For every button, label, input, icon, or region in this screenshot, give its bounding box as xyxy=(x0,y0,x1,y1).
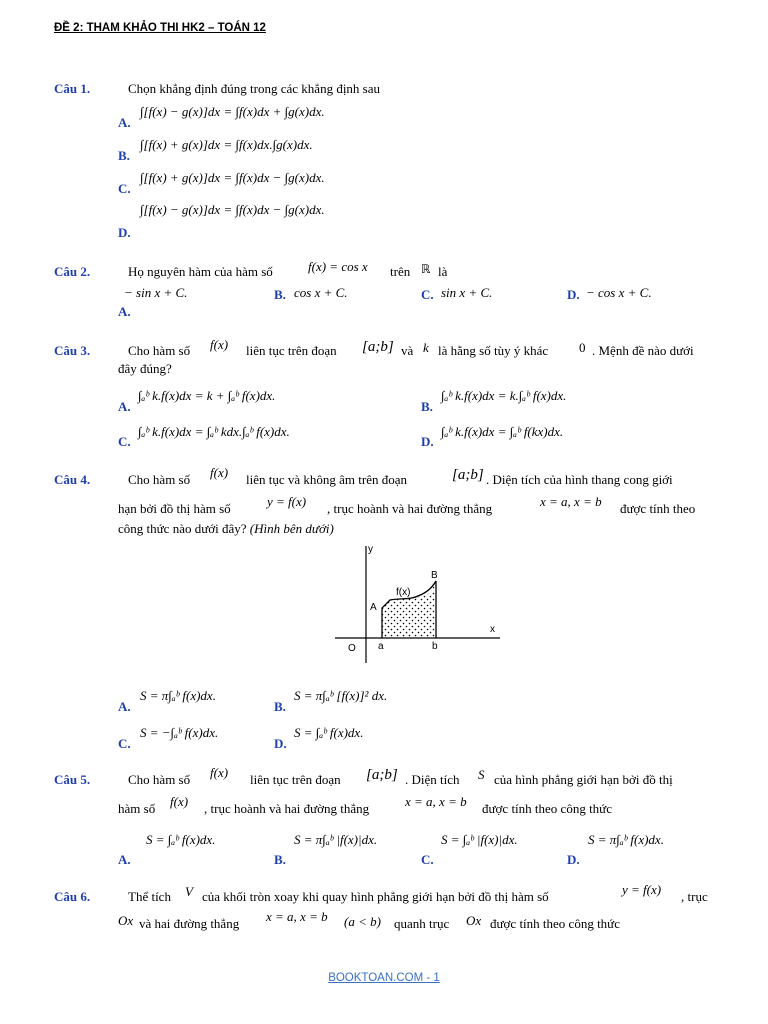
q2-option-a-label: A. xyxy=(118,304,131,319)
question-4-label: Câu 4. xyxy=(54,472,91,487)
q2-option-d-formula: − cos x + C. xyxy=(586,285,652,300)
q5-function-2: f(x) xyxy=(170,794,189,809)
q6-V: V xyxy=(185,884,193,899)
q2-real-set: ℝ xyxy=(421,262,431,276)
q3-text-5: . Mệnh đề nào dưới xyxy=(592,343,694,358)
q4-text-6: được tính theo xyxy=(620,501,696,516)
q4-text-7 xyxy=(118,521,334,537)
q5-text-4: của hình phẳng giới hạn bởi đồ thị xyxy=(494,772,673,787)
q4-option-c-label: C. xyxy=(118,736,131,751)
q2-option-b-formula: cos x + C. xyxy=(294,285,348,300)
q5-option-b-label: B. xyxy=(274,852,286,867)
q1-option-c-label: C. xyxy=(118,181,131,196)
q3-text-line2: đây đúng? xyxy=(118,361,172,376)
q3-text-2: liên tục trên đoạn xyxy=(246,343,337,358)
question-2-text: Họ nguyên hàm của hàm số xyxy=(128,264,273,279)
q2-option-a-formula: − sin x + C. xyxy=(124,285,188,300)
q5-option-c-formula: S = ∫ₐᵇ |f(x)|dx. xyxy=(441,832,518,847)
q3-option-d-label: D. xyxy=(421,434,434,449)
q3-option-c-formula: ∫ₐᵇ k.f(x)dx = ∫ₐᵇ kdx.∫ₐᵇ f(x)dx. xyxy=(138,424,290,439)
q6-y-function: y = f(x) xyxy=(622,882,662,897)
q1-option-d-formula: ∫[f(x) − g(x)]dx = ∫f(x)dx − ∫g(x)dx. xyxy=(140,202,325,217)
figure-x-label: x xyxy=(490,624,495,635)
q4-option-a-formula: S = π∫ₐᵇ f(x)dx. xyxy=(140,688,216,703)
q5-S: S xyxy=(478,767,485,782)
q3-k: k xyxy=(423,340,429,355)
q4-text-4: hạn bởi đồ thị hàm số xyxy=(118,501,231,516)
q1-option-b-formula: ∫[f(x) + g(x)]dx = ∫f(x)dx.∫g(x)dx. xyxy=(140,137,313,152)
area-figure xyxy=(330,538,510,668)
figure-y-label: y xyxy=(368,544,373,555)
q3-text-1: Cho hàm số xyxy=(128,343,191,358)
q4-option-b-formula: S = π∫ₐᵇ [f(x)]² dx. xyxy=(294,688,388,703)
q2-option-c-formula: sin x + C. xyxy=(441,285,493,300)
q6-text-2: của khối tròn xoay khi quay hình phẳng giới hạn bởi đồ thị hàm số xyxy=(202,889,549,904)
q1-option-d-label: D. xyxy=(118,225,131,240)
q6-Ox-2: Ox xyxy=(466,913,482,928)
figure-fx-label: f(x) xyxy=(396,587,411,598)
q4-text-3: . Diện tích của hình thang cong giới xyxy=(486,472,673,487)
figure-point-a-label: A xyxy=(370,602,377,613)
q3-function: f(x) xyxy=(210,337,229,352)
question-5-label: Câu 5. xyxy=(54,772,91,787)
figure-a-label: a xyxy=(378,641,384,652)
q2-option-d-label: D. xyxy=(567,287,580,302)
page-header: ĐỀ 2: THAM KHẢO THI HK2 – TOÁN 12 xyxy=(54,22,266,34)
q6-text-1: Thể tích xyxy=(128,889,171,904)
q5-text-6: , trục hoành và hai đường thẳng xyxy=(204,801,370,816)
q4-text-2: liên tục và không âm trên đoạn xyxy=(246,472,408,487)
question-2-label: Câu 2. xyxy=(54,264,91,279)
q3-text-3: và xyxy=(401,343,414,358)
q4-function: f(x) xyxy=(210,465,229,480)
q6-condition: (a < b) xyxy=(344,914,381,929)
q6-Ox: Ox xyxy=(118,913,134,928)
q4-option-c-formula: S = −∫ₐᵇ f(x)dx. xyxy=(140,725,219,740)
q6-text-5: quanh trục xyxy=(394,916,450,931)
q3-option-a-label: A. xyxy=(118,399,131,414)
q5-text-3: . Diện tích xyxy=(405,772,460,787)
q3-zero: 0 xyxy=(579,340,586,355)
question-1-text: Chọn khẳng định đúng trong các khẳng định sau xyxy=(128,81,381,96)
q3-option-b-label: B. xyxy=(421,399,433,414)
q6-text-4: và hai đường thẳng xyxy=(139,916,240,931)
q5-function: f(x) xyxy=(210,765,229,780)
q1-option-a-label: A. xyxy=(118,115,131,130)
q1-option-a-formula: ∫[f(x) − g(x)]dx = ∫f(x)dx + ∫g(x)dx. xyxy=(140,104,325,119)
q4-option-b-label: B. xyxy=(274,699,286,714)
question-6-label: Câu 6. xyxy=(54,889,91,904)
q6-lines: x = a, x = b xyxy=(266,909,328,924)
q4-y-function: y = f(x) xyxy=(267,494,307,509)
q2-function: f(x) = cos x xyxy=(308,259,368,274)
q5-text-2: liên tục trên đoạn xyxy=(250,772,341,787)
q1-option-b-label: B. xyxy=(118,148,130,163)
q6-text-6: được tính theo công thức xyxy=(490,916,620,931)
q4-option-d-label: D. xyxy=(274,736,287,751)
q5-option-b-formula: S = π∫ₐᵇ |f(x)|dx. xyxy=(294,832,378,847)
q5-text-1: Cho hàm số xyxy=(128,772,191,787)
q3-option-b-formula: ∫ₐᵇ k.f(x)dx = k.∫ₐᵇ f(x)dx. xyxy=(441,388,567,403)
q5-option-d-label: D. xyxy=(567,852,580,867)
question-1-label: Câu 1. xyxy=(54,81,91,96)
q3-text-4: là hằng số tùy ý khác xyxy=(438,343,549,358)
figure-b-label: b xyxy=(432,641,438,652)
q4-lines: x = a, x = b xyxy=(540,494,602,509)
q5-text-5: hàm số xyxy=(118,801,156,816)
q4-interval: [a;b] xyxy=(452,467,484,483)
q5-text-7: được tính theo công thức xyxy=(482,801,612,816)
q4-text-7-main: công thức nào dưới đây? xyxy=(118,521,247,536)
q4-text-5: , trục hoành và hai đường thẳng xyxy=(327,501,493,516)
q3-option-d-formula: ∫ₐᵇ k.f(x)dx = ∫ₐᵇ f(kx)dx. xyxy=(441,424,564,439)
question-3-label: Câu 3. xyxy=(54,343,91,358)
q1-option-c-formula: ∫[f(x) + g(x)]dx = ∫f(x)dx − ∫g(x)dx. xyxy=(140,170,325,185)
q5-option-c-label: C. xyxy=(421,852,434,867)
q3-option-a-formula: ∫ₐᵇ k.f(x)dx = k + ∫ₐᵇ f(x)dx. xyxy=(138,388,276,403)
q5-lines: x = a, x = b xyxy=(405,794,467,809)
q4-text-8: (Hình bên dưới) xyxy=(249,521,334,536)
q5-option-d-formula: S = π∫ₐᵇ f(x)dx. xyxy=(588,832,664,847)
q3-option-c-label: C. xyxy=(118,434,131,449)
figure-origin-label: O xyxy=(348,643,356,654)
q3-interval: [a;b] xyxy=(362,339,394,355)
q2-option-c-label: C. xyxy=(421,287,434,302)
q2-text-is: là xyxy=(438,264,448,279)
figure-point-b-label: B xyxy=(431,570,438,581)
q4-text-1: Cho hàm số xyxy=(128,472,191,487)
q2-text-on: trên xyxy=(390,264,411,279)
q5-option-a-label: A. xyxy=(118,852,131,867)
q4-option-d-formula: S = ∫ₐᵇ f(x)dx. xyxy=(294,725,364,740)
page-footer[interactable]: BOOKTOAN.COM - 1 xyxy=(328,972,440,984)
q6-text-3: , trục xyxy=(681,889,708,904)
q4-option-a-label: A. xyxy=(118,699,131,714)
q5-interval: [a;b] xyxy=(366,767,398,783)
q5-option-a-formula: S = ∫ₐᵇ f(x)dx. xyxy=(146,832,216,847)
q2-option-b-label: B. xyxy=(274,287,286,302)
